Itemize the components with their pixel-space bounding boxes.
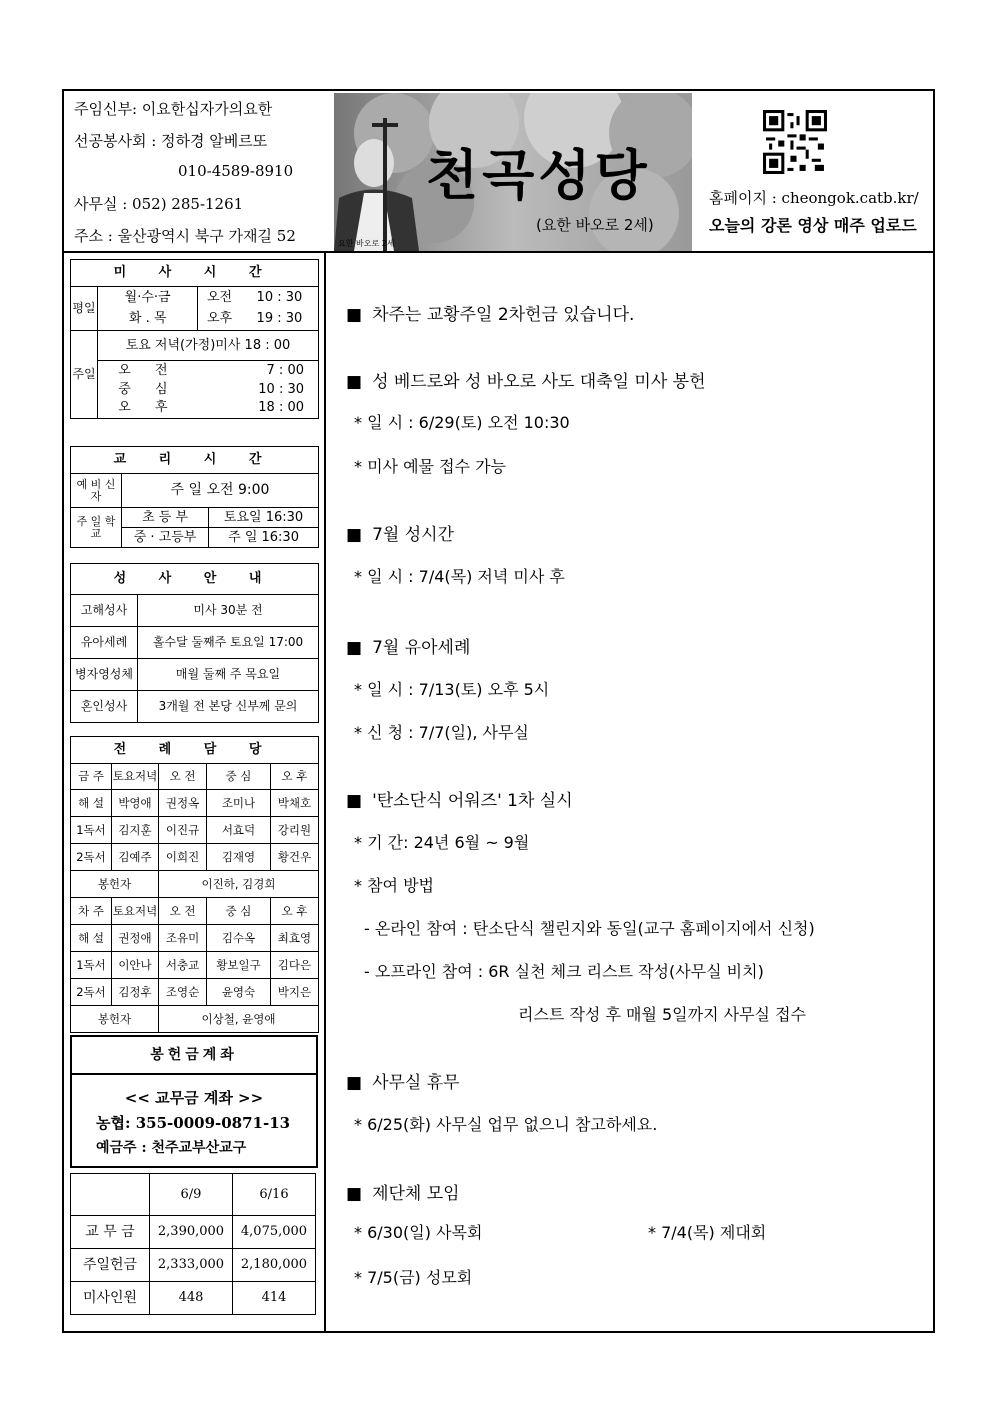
church-name: 천곡성당 (426, 144, 651, 207)
sunday-label: 주일 (71, 331, 98, 419)
council-name: 선공봉사회 : 정하경 알베르또 (74, 132, 268, 150)
star-icon: * (648, 1223, 656, 1242)
notice-feast-mass: ■ 성 베드로와 성 바오로 사도 대축일 미사 봉헌 (346, 372, 706, 392)
finance-table: 6/9 6/16 교 무 금 2,390,000 4,075,000 주일헌금 2,333,000 2,180,000 미사인원 448 414 (70, 1173, 316, 1315)
bullet-icon: ■ (346, 525, 363, 545)
bullet-icon: ■ (346, 791, 363, 811)
offline-participation: - 오프라인 참여 : 6R 실천 체크 리스트 작성(사무실 비치) (364, 962, 764, 981)
star-icon: * (354, 457, 362, 476)
homepage-link[interactable]: 홈페이지 : cheongok.catb.kr/ (709, 189, 919, 207)
catechism-table: 교 리 시 간 예 비 신 자 주 일 오전 9:00 주 일 학 교 초 등 부 토요일 16:30 중 · 고등부 주 일 16:30 (70, 446, 319, 548)
next-week-header: 차 주 토요저녁 오 전 중 심 오 후 (71, 898, 319, 925)
weekday-label: 평일 (71, 287, 98, 331)
this-week-header: 금 주 토요저녁 오 전 중 심 오 후 (71, 764, 319, 790)
star-icon: * (354, 1223, 362, 1242)
star-icon: * (354, 876, 362, 895)
notice-carbon-fast: ■ '탄소단식 어워즈' 1차 실시 (346, 791, 573, 811)
crozier-icon (383, 118, 387, 251)
notice-pope-collection: ■ 차주는 교황주일 2차헌금 있습니다. (346, 305, 635, 325)
mass-times-table: 미 사 시 간 평일 월·수·금 오전 10 : 30 화 . 목 오후 19 : 30 주일 토요 저녁(가정)미사 18 : 00 오 전 7 : 00 중 심 10 : 30 오 후 18 : 00 (70, 259, 319, 419)
account-holder: 예금주 : 천주교부산교구 (96, 1140, 247, 1156)
patron-saint: (요한 바오로 2세) (536, 216, 654, 234)
qr-code-icon[interactable] (763, 110, 827, 174)
photo-caption: 요한 바오로 2세 (338, 239, 395, 248)
sacraments-title: 성 사 안 내 (71, 564, 319, 595)
upload-note: 오늘의 강론 영상 매주 업로드 (709, 216, 917, 235)
saturday-mass: 토요 저녁(가정)미사 18 : 00 (98, 331, 319, 361)
table-row: 해 설 권정애 조유미 김수옥 최효영 (71, 925, 319, 952)
offering-title: 봉헌금계좌 (72, 1037, 316, 1075)
table-row: 해 설 박영애 권정옥 조미나 박채호 (71, 790, 319, 817)
offering-account-box (70, 1035, 318, 1168)
bullet-icon: ■ (346, 305, 363, 325)
star-icon: * (354, 680, 362, 699)
mass-times-title: 미 사 시 간 (71, 260, 319, 287)
table-row: 주일헌금 2,333,000 2,180,000 (71, 1249, 316, 1282)
star-icon: * (354, 1268, 362, 1287)
table-row: 봉헌자 이진하, 김경희 (71, 871, 319, 898)
header-divider (62, 251, 935, 253)
bank-account: 농협: 355-0009-0871-13 (96, 1114, 291, 1132)
church-address: 주소 : 울산광역시 북구 가재길 52 (74, 227, 296, 245)
bullet-icon: ■ (346, 1184, 363, 1204)
catechism-title: 교 리 시 간 (71, 447, 319, 474)
office-phone: 사무실 : 052) 285-1261 (74, 195, 244, 213)
catechumen-label: 예 비 신 자 (71, 474, 122, 508)
pastor-name: 주임신부: 이요한십자가의요한 (74, 100, 273, 118)
sacraments-table: 성 사 안 내 고해성사 미사 30분 전 유아세례 홀수달 둘째주 토요일 17:00 병자영성체 매월 둘째 주 목요일 혼인성사 3개월 전 본당 신부께 문의 (70, 563, 319, 723)
column-divider (324, 251, 326, 1333)
star-icon: * (354, 1115, 362, 1134)
sunday-school-label: 주 일 학 교 (71, 508, 122, 548)
account-title: << 교무금 계좌 >> (124, 1089, 264, 1107)
liturgy-table (70, 736, 319, 1033)
table-row: 2독서 김정후 조영순 윤영숙 박지은 (71, 979, 319, 1006)
notice-holy-hour: ■ 7월 성시간 (346, 525, 454, 545)
table-row: 미사인원 448 414 (71, 1282, 316, 1315)
catechumen-time: 주 일 오전 9:00 (122, 474, 319, 508)
online-participation: - 온라인 참여 : 탄소단식 챌린지와 동일(교구 홈페이지에서 신청) (364, 919, 815, 938)
council-phone: 010-4589-8910 (178, 162, 294, 180)
liturgy-title: 전 례 담 당 (71, 737, 319, 764)
notice-infant-baptism: ■ 7월 유아세례 (346, 638, 471, 658)
star-icon: * (354, 723, 362, 742)
notice-office-closed: ■ 사무실 휴무 (346, 1073, 460, 1093)
table-row: 교 무 금 2,390,000 4,075,000 (71, 1216, 316, 1249)
star-icon: * (354, 413, 362, 432)
offline-participation-note: 리스트 작성 후 매월 5일까지 사무실 접수 (518, 1005, 806, 1024)
bullet-icon: ■ (346, 638, 363, 658)
notice-group-meetings: ■ 제단체 모임 (346, 1184, 460, 1204)
star-icon: * (354, 567, 362, 586)
bullet-icon: ■ (346, 372, 363, 392)
table-row: 2독서 김예주 이희진 김재영 황건우 (71, 844, 319, 871)
bullet-icon: ■ (346, 1073, 363, 1093)
table-row: 1독서 이안나 서충교 황보일구 김다은 (71, 952, 319, 979)
church-banner (334, 93, 692, 251)
star-icon: * (354, 833, 362, 852)
pope-figure (354, 139, 394, 187)
table-row: 1독서 김지훈 이진규 서효덕 강리원 (71, 817, 319, 844)
table-row: 봉헌자 이상철, 윤영애 (71, 1006, 319, 1033)
